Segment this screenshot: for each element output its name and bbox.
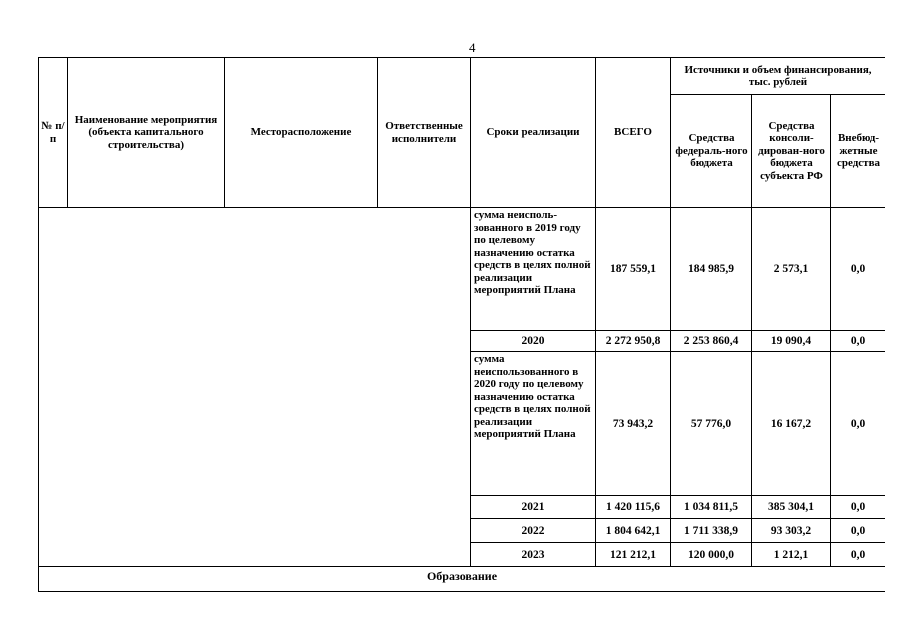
- row-period: 2023: [521, 548, 545, 561]
- row-consolidated: 2 573,1: [773, 263, 809, 275]
- header-num: № п/п: [41, 120, 65, 145]
- row-extra: 0,0: [850, 335, 866, 347]
- row-extra: 0,0: [850, 263, 866, 275]
- section-title: Образование: [426, 569, 498, 583]
- row-consolidated: 385 304,1: [768, 501, 814, 513]
- header-name: Наименование мероприятия (объекта капитального строительства): [74, 113, 218, 151]
- row-extra: 0,0: [850, 417, 866, 430]
- header-consolidated: Средства консоли-дирован-ного бюджета субъекта РФ: [758, 119, 825, 182]
- header-extra: Внебюд-жетные средства: [836, 132, 881, 170]
- row-extra: 0,0: [850, 548, 866, 561]
- header-sources-group: Источники и объем финансирования, тыс. рублей: [684, 63, 872, 88]
- row-extra: 0,0: [850, 501, 866, 513]
- row-federal: 1 711 338,9: [684, 524, 738, 537]
- row-total: 2 272 950,8: [605, 335, 661, 347]
- row-period: 2022: [521, 524, 545, 537]
- row-total: 121 212,1: [610, 548, 656, 561]
- row-total: 1 804 642,1: [605, 524, 661, 537]
- row-federal: 57 776,0: [690, 417, 732, 430]
- row-consolidated: 19 090,4: [770, 335, 812, 347]
- row-period: сумма неисполь-зованного в 2019 году по целевому назначению остатка средств в целях полной реализации мероприятий Плана: [474, 209, 591, 296]
- row-period: сумма неиспользованного в 2020 году по целевому назначению остатка средств в целях полной реализации мероприятий Плана: [474, 353, 591, 440]
- row-total: 187 559,1: [610, 263, 656, 275]
- row-total: 1 420 115,6: [606, 501, 660, 513]
- row-federal: 184 985,9: [688, 263, 734, 275]
- row-consolidated: 16 167,2: [770, 417, 812, 430]
- row-consolidated: 93 303,2: [770, 524, 812, 537]
- row-period: 2021: [521, 501, 545, 513]
- page-number: 4: [469, 40, 476, 55]
- row-period: 2020: [521, 335, 545, 347]
- header-location: Месторасположение: [250, 126, 352, 139]
- row-federal: 120 000,0: [688, 548, 734, 561]
- row-federal: 2 253 860,4: [683, 335, 739, 347]
- header-responsible: Ответственные исполнители: [385, 120, 463, 145]
- header-total: ВСЕГО: [614, 126, 652, 139]
- row-consolidated: 1 212,1: [773, 548, 809, 561]
- row-extra: 0,0: [850, 524, 866, 537]
- row-federal: 1 034 811,5: [684, 501, 738, 513]
- row-total: 73 943,2: [612, 417, 654, 430]
- header-period: Сроки реализации: [486, 126, 580, 139]
- header-federal: Средства федераль-ного бюджета: [675, 132, 748, 170]
